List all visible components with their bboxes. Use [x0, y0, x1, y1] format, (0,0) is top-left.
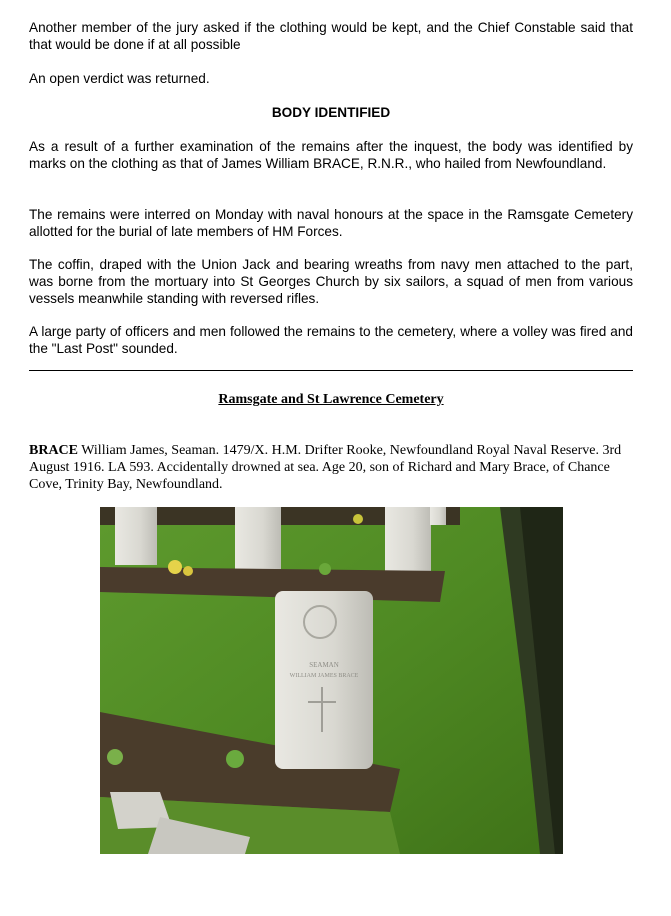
divider-line [29, 370, 633, 371]
cemetery-record [29, 442, 633, 493]
paragraph-jury: Another member of the jury asked if the clothing would be kept, and the Chief Constable said that that would be done if at all possible [29, 20, 633, 52]
record-details: William James, Seaman. 1479/X. H.M. Drifter Rooke, Newfoundland Royal Naval Reserve. 3rd August 1916. LA 593. Accidentally drowned at sea. Age 20, son of Richard and Mary Brace, of Chance Cove, Trinity Bay, Newfoundland. [29, 443, 622, 492]
headstone-rank: SEAMAN [309, 661, 339, 669]
paragraph-verdict: An open verdict was returned. [29, 71, 210, 86]
paragraph-identified: As a result of a further examination of the remains after the inquest, the body was identified by marks on the clothing as that of James William BRACE, R.N.R., who hailed from Newfoundland. [29, 139, 633, 171]
headstone-photo [100, 507, 563, 854]
back-headstone-3 [385, 507, 431, 579]
record-surname: BRACE [29, 443, 79, 458]
headstone-name: WILLIAM JAMES BRACE [289, 673, 359, 679]
main-headstone [275, 591, 373, 769]
section-heading: BODY IDENTIFIED [271, 105, 391, 120]
back-headstone-1 [115, 507, 157, 565]
paragraph-coffin: The coffin, draped with the Union Jack and bearing wreaths from navy men attached to the part, was borne from the mortuary into St Georges Church by six sailors, a squad of men from various vessels meanwhile standing with reversed rifles. [29, 257, 633, 306]
back-headstone-2 [235, 507, 281, 569]
cemetery-title: Ramsgate and St Lawrence Cemetery [218, 392, 444, 407]
paragraph-interred: The remains were interred on Monday with naval honours at the space in the Ramsgate Cemetery allotted for the burial of late members of HM Forces. [29, 207, 633, 239]
paragraph-procession: A large party of officers and men followed the remains to the cemetery, where a volley was fired and the "Last Post" sounded. [29, 324, 633, 356]
